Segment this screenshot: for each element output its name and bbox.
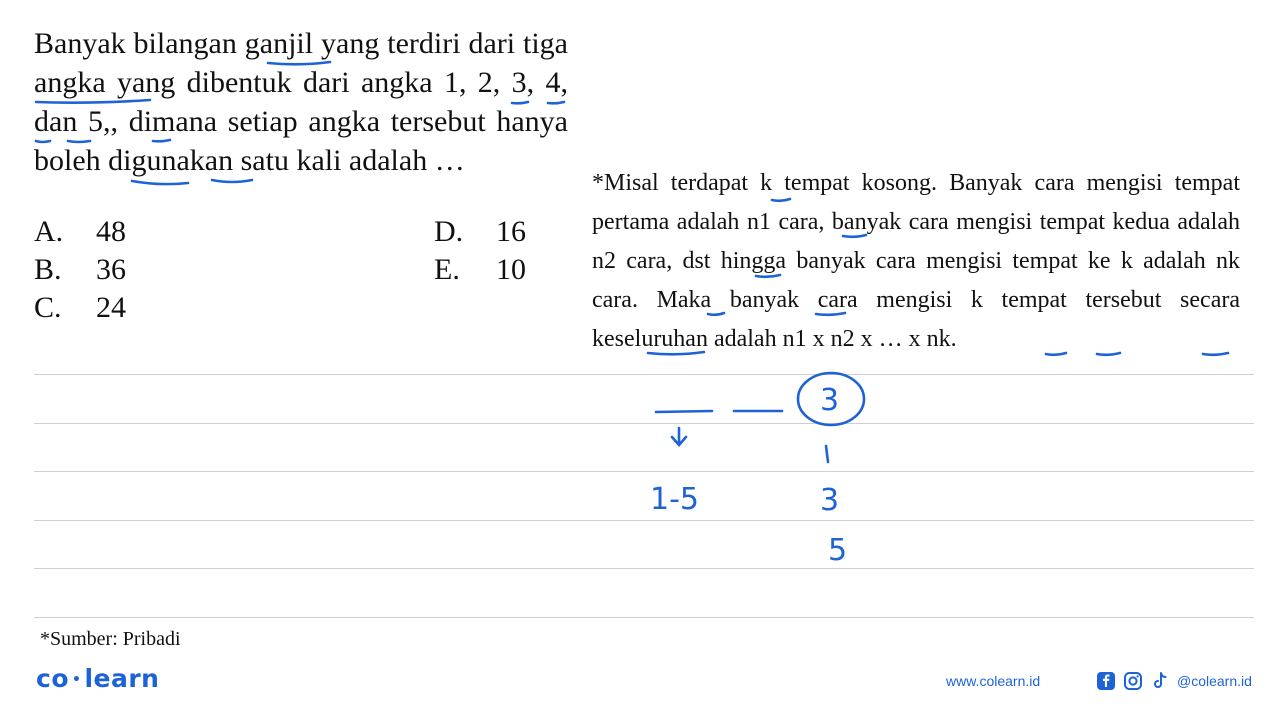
option-c[interactable] [34,289,126,327]
option-letter: E. [434,253,460,286]
brand-left: co [36,664,69,693]
brand-logo[interactable] [36,664,159,693]
odd-digit-3: 3 [820,483,840,518]
circled-number: 3 [820,383,840,418]
underline-mark [212,180,252,182]
ruled-line [34,471,1254,472]
option-a[interactable] [34,213,126,251]
option-value: 10 [496,253,526,286]
question-text: Banyak bilangan ganjil yang terdiri dari tiga angka yang dibentuk dari angka 1, 2, 3, 4, dan 5,, dimana setiap angka tersebut hanya boleh digunakan satu kali adalah … [34,27,568,177]
social-handle[interactable]: @colearn.id [1177,673,1252,689]
ruled-line [34,374,1254,375]
brand-dot: • [72,672,82,688]
ruled-line [34,568,1254,569]
option-d[interactable] [434,213,526,251]
hint-text: *Misal terdapat k tempat kosong. Banyak cara mengisi tempat pertama adalah n1 cara, banyak cara mengisi tempat kedua adalah n2 cara, dst hingga banyak cara mengisi tempat ke k adalah nk cara. Maka banyak cara mengisi k tempat tersebut secara keseluruhan adalah n1 x n2 x … x nk. [592,170,1240,352]
circle-mark [798,373,864,425]
handwritten-digit [826,446,828,462]
option-value: 36 [96,253,126,286]
option-e[interactable] [434,251,526,289]
range-label: 1-5 [650,482,699,517]
social-links [1096,670,1252,692]
instagram-icon[interactable] [1123,671,1143,691]
blank-slot [656,411,712,412]
option-value: 16 [496,215,526,248]
ruled-line [34,617,1254,618]
option-b[interactable] [34,251,126,289]
tiktok-icon[interactable] [1150,671,1170,691]
option-letter: A. [34,215,64,248]
website-link[interactable]: www.colearn.id [946,673,1041,689]
ruled-line [34,423,1254,424]
facebook-icon[interactable] [1096,671,1116,691]
option-letter: D. [434,215,464,248]
option-value: 48 [96,215,126,248]
option-letter: B. [34,253,62,286]
arrow-down-icon [672,428,686,445]
option-value: 24 [96,291,126,324]
option-letter: C. [34,291,62,324]
source-note: *Sumber: Pribadi [40,628,181,650]
odd-digit-5: 5 [828,533,848,568]
brand-right: learn [84,664,160,693]
underline-mark [132,181,188,184]
ruled-line [34,520,1254,521]
